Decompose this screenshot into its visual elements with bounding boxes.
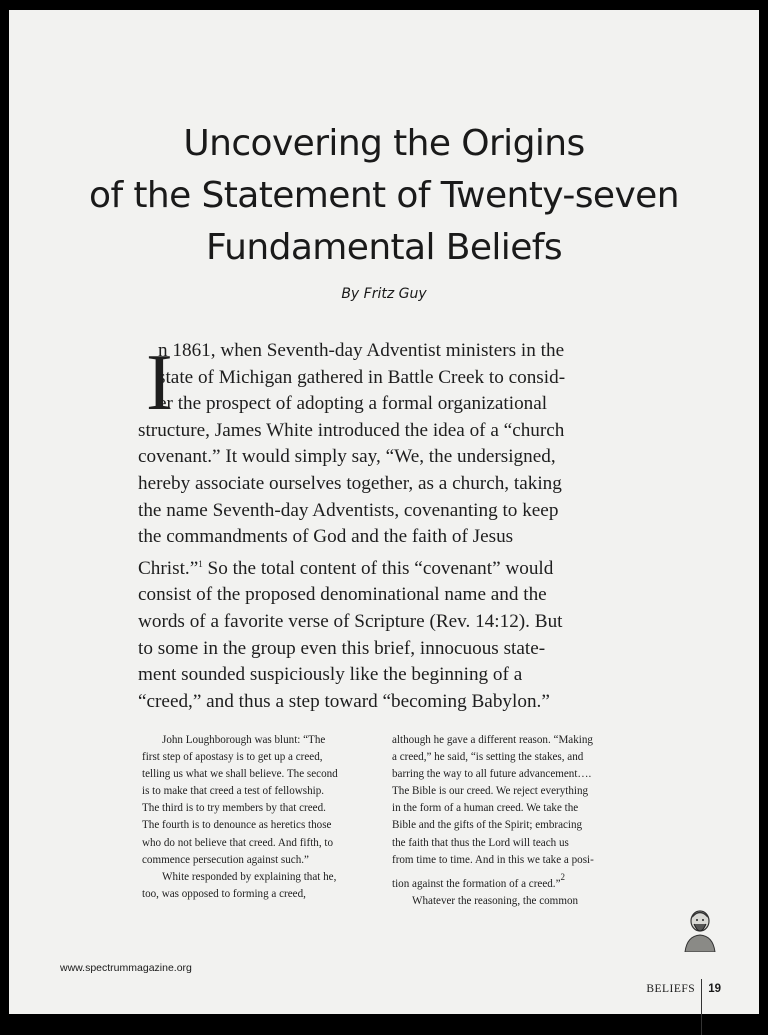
- body-line: Bible and the gifts of the Spirit; embracing: [392, 819, 583, 832]
- body-line: first step of apostasy is to get up a creed,: [142, 751, 323, 764]
- magazine-page: [9, 10, 759, 1014]
- article-byline: By Fritz Guy: [341, 286, 427, 302]
- body-line: [392, 869, 628, 893]
- lead-line-end: So the total content of this “covenant” would: [207, 557, 554, 579]
- body-line: The fourth is to denounce as heretics those: [142, 819, 332, 832]
- body-line-text: tion against the formation of a creed.”: [392, 877, 561, 890]
- body-line: from time to time. And in this we take a posi-: [392, 853, 594, 866]
- lead-line: “creed,” and thus a step toward “becoming Babylon.”: [138, 690, 550, 712]
- lead-line-start: Christ.”: [138, 557, 199, 579]
- lead-line: to some in the group even this brief, innocuous state-: [138, 637, 546, 659]
- title-line: Uncovering the Origins: [183, 123, 585, 164]
- lead-line: covenant.” It would simply say, “We, the undersigned,: [138, 446, 556, 468]
- title-line: Fundamental Beliefs: [206, 227, 562, 268]
- lead-line: words of a favorite verse of Scripture (Rev. 14:12). But: [138, 610, 563, 632]
- footnote-marker: 2: [560, 871, 565, 882]
- lead-line: ment sounded suspiciously like the beginning of a: [138, 664, 523, 686]
- body-line: commence persecution against such.”: [142, 853, 309, 866]
- title-line: of the Statement of Twenty-seven: [89, 175, 679, 216]
- body-column-right: [392, 732, 628, 910]
- lead-line: [138, 551, 638, 583]
- portrait-icon: [681, 908, 719, 952]
- body-line: too, was opposed to forming a creed,: [142, 887, 306, 900]
- footer-website: www.spectrummagazine.org: [60, 962, 192, 974]
- lead-paragraph: [138, 338, 638, 715]
- lead-line: er the prospect of adopting a formal organizational: [158, 393, 548, 415]
- body-column-left: [142, 732, 378, 903]
- page-number: 19: [708, 983, 721, 995]
- body-line: White responded by explaining that he,: [162, 870, 337, 883]
- drop-cap: I: [146, 339, 173, 427]
- body-line: who do not believe that creed. And fifth, to: [142, 836, 334, 849]
- lead-line: the name Seventh-day Adventists, covenanting to keep: [138, 499, 559, 521]
- body-line: Whatever the reasoning, the common: [412, 894, 579, 907]
- lead-line: the commandments of God and the faith of Jesus: [138, 526, 514, 548]
- body-line: barring the way to all future advancement….: [392, 768, 592, 781]
- lead-line: hereby associate ourselves together, as a church, taking: [138, 472, 562, 494]
- body-line: in the form of a human creed. We take the: [392, 802, 579, 815]
- lead-line: structure, James White introduced the idea of a “church: [138, 419, 565, 441]
- body-line: The third is to try members by that creed.: [142, 802, 326, 815]
- article-title: [9, 118, 759, 274]
- body-line: the faith that thus the Lord will teach us: [392, 836, 569, 849]
- footnote-marker: 1: [198, 558, 203, 569]
- lead-line: n 1861, when Seventh-day Adventist ministers in the: [158, 340, 565, 361]
- body-line: The Bible is our creed. We reject everything: [392, 785, 589, 798]
- footer-folio: [646, 961, 721, 1017]
- body-line: telling us what we shall believe. The second: [142, 768, 338, 781]
- body-line: is to make that creed a test of fellowship.: [142, 785, 325, 798]
- body-line: a creed,” he said, “is setting the stakes, and: [392, 751, 584, 764]
- lead-line: state of Michigan gathered in Battle Creek to consid-: [158, 366, 566, 388]
- body-line: John Loughborough was blunt: “The: [162, 734, 326, 746]
- footer-section-name: BELIEFS: [646, 983, 696, 995]
- footer-divider: [701, 979, 702, 1035]
- lead-line: consist of the proposed denominational name and the: [138, 584, 547, 606]
- body-line: although he gave a different reason. “Making: [392, 734, 593, 746]
